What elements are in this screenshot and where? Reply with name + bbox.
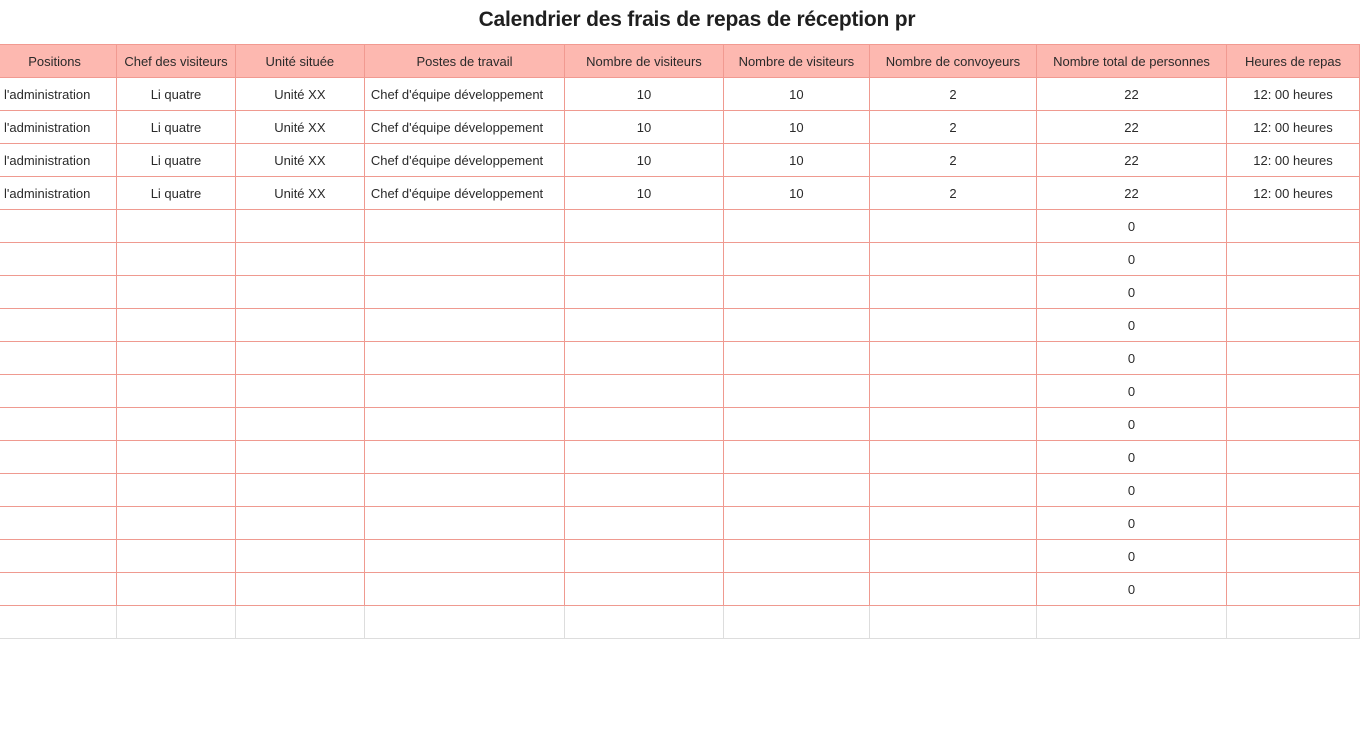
table-cell[interactable]: 10 xyxy=(565,111,724,144)
table-cell[interactable] xyxy=(0,210,117,243)
empty-cell[interactable] xyxy=(117,606,236,639)
table-cell[interactable]: l'administration xyxy=(0,78,117,111)
empty-cell[interactable] xyxy=(235,606,364,639)
table-cell[interactable]: Li quatre xyxy=(117,78,236,111)
table-cell[interactable] xyxy=(869,342,1036,375)
table-cell[interactable]: l'administration xyxy=(0,177,117,210)
table-cell[interactable] xyxy=(869,309,1036,342)
header-nombre-de-convoyeurs[interactable]: Nombre de convoyeurs xyxy=(869,45,1036,78)
table-cell[interactable] xyxy=(869,507,1036,540)
empty-row xyxy=(0,606,1360,639)
table-cell[interactable]: Unité XX xyxy=(235,78,364,111)
header-nombre-total-de-personnes[interactable]: Nombre total de personnes xyxy=(1037,45,1227,78)
table-cell[interactable] xyxy=(364,474,564,507)
table-cell[interactable] xyxy=(869,243,1036,276)
table-cell[interactable] xyxy=(723,309,869,342)
table-row xyxy=(0,111,1360,144)
table-cell[interactable] xyxy=(565,408,724,441)
table-cell[interactable] xyxy=(117,540,236,573)
table-cell[interactable] xyxy=(869,540,1036,573)
table-cell[interactable] xyxy=(117,375,236,408)
table-cell[interactable]: 10 xyxy=(723,111,869,144)
table-cell[interactable] xyxy=(723,507,869,540)
table-cell[interactable] xyxy=(565,507,724,540)
table-cell[interactable] xyxy=(0,243,117,276)
table-row xyxy=(0,474,1360,507)
table-cell[interactable] xyxy=(723,342,869,375)
table-cell[interactable] xyxy=(0,507,117,540)
table-cell[interactable]: Li quatre xyxy=(117,111,236,144)
table-cell[interactable] xyxy=(1227,375,1360,408)
table-cell[interactable] xyxy=(0,474,117,507)
empty-cell[interactable] xyxy=(1227,606,1360,639)
table-cell[interactable]: 0 xyxy=(1037,243,1227,276)
table-cell[interactable] xyxy=(565,243,724,276)
table-cell[interactable]: 0 xyxy=(1037,210,1227,243)
header-row xyxy=(0,45,1360,78)
table-row xyxy=(0,309,1360,342)
table-cell[interactable] xyxy=(364,210,564,243)
table-cell[interactable] xyxy=(235,309,364,342)
table-cell[interactable] xyxy=(723,276,869,309)
table-cell[interactable] xyxy=(235,540,364,573)
table-cell[interactable]: 0 xyxy=(1037,573,1227,606)
table-cell[interactable]: 10 xyxy=(565,177,724,210)
table-cell[interactable] xyxy=(364,375,564,408)
table-cell[interactable] xyxy=(723,375,869,408)
table-cell[interactable] xyxy=(0,309,117,342)
table-cell[interactable] xyxy=(565,573,724,606)
table-cell[interactable]: 12: 00 heures xyxy=(1227,111,1360,144)
table-cell[interactable]: 0 xyxy=(1037,507,1227,540)
table-cell[interactable]: Unité XX xyxy=(235,177,364,210)
table-cell[interactable] xyxy=(117,342,236,375)
table-cell[interactable] xyxy=(117,408,236,441)
table-cell[interactable] xyxy=(117,441,236,474)
table-cell[interactable]: 0 xyxy=(1037,441,1227,474)
table-cell[interactable] xyxy=(565,342,724,375)
table-cell[interactable] xyxy=(235,243,364,276)
table-cell[interactable]: 0 xyxy=(1037,342,1227,375)
table-row xyxy=(0,507,1360,540)
table-cell[interactable]: l'administration xyxy=(0,144,117,177)
table-row xyxy=(0,144,1360,177)
table-row xyxy=(0,408,1360,441)
table-cell[interactable] xyxy=(869,573,1036,606)
table-cell[interactable] xyxy=(235,210,364,243)
table-cell[interactable] xyxy=(869,276,1036,309)
table-row xyxy=(0,441,1360,474)
table-cell[interactable]: 0 xyxy=(1037,309,1227,342)
table-cell[interactable] xyxy=(565,210,724,243)
empty-cell[interactable] xyxy=(723,606,869,639)
header-nombre-de-visiteurs-2[interactable]: Nombre de visiteurs xyxy=(723,45,869,78)
table-cell[interactable] xyxy=(364,243,564,276)
empty-cell[interactable] xyxy=(0,606,117,639)
table-row xyxy=(0,375,1360,408)
table-cell[interactable] xyxy=(723,210,869,243)
table-cell[interactable] xyxy=(565,474,724,507)
table-cell[interactable] xyxy=(723,243,869,276)
table-cell[interactable] xyxy=(723,540,869,573)
table-cell[interactable] xyxy=(364,342,564,375)
table-body xyxy=(0,78,1360,639)
table-row xyxy=(0,342,1360,375)
table-cell[interactable]: 12: 00 heures xyxy=(1227,144,1360,177)
table-row xyxy=(0,573,1360,606)
table-cell[interactable] xyxy=(235,408,364,441)
table-cell[interactable]: 12: 00 heures xyxy=(1227,78,1360,111)
table-cell[interactable] xyxy=(1227,507,1360,540)
table-cell[interactable]: 10 xyxy=(565,78,724,111)
table-cell[interactable]: 0 xyxy=(1037,474,1227,507)
table-cell[interactable] xyxy=(0,441,117,474)
table-cell[interactable] xyxy=(565,441,724,474)
table-cell[interactable] xyxy=(364,573,564,606)
table-cell[interactable] xyxy=(1227,210,1360,243)
table-row xyxy=(0,276,1360,309)
empty-cell[interactable] xyxy=(565,606,724,639)
table-cell[interactable] xyxy=(235,573,364,606)
table-cell[interactable] xyxy=(364,309,564,342)
table-cell[interactable] xyxy=(565,375,724,408)
table-cell[interactable] xyxy=(869,375,1036,408)
header-nombre-de-visiteurs-1[interactable]: Nombre de visiteurs xyxy=(565,45,724,78)
table-cell[interactable] xyxy=(723,474,869,507)
table-row xyxy=(0,243,1360,276)
header-chef-des-visiteurs[interactable]: Chef des visiteurs xyxy=(117,45,236,78)
empty-cell[interactable] xyxy=(869,606,1036,639)
table-cell[interactable] xyxy=(117,507,236,540)
table-cell[interactable]: Chef d'équipe développement xyxy=(364,111,564,144)
table-row xyxy=(0,78,1360,111)
header-positions[interactable]: Positions xyxy=(0,45,117,78)
table-cell[interactable] xyxy=(1227,540,1360,573)
table-cell[interactable] xyxy=(1227,243,1360,276)
table-cell[interactable]: 2 xyxy=(869,78,1036,111)
table-row xyxy=(0,540,1360,573)
table-cell[interactable]: Li quatre xyxy=(117,177,236,210)
table-cell[interactable]: l'administration xyxy=(0,111,117,144)
table-cell[interactable] xyxy=(723,573,869,606)
table-cell[interactable] xyxy=(117,474,236,507)
table-cell[interactable] xyxy=(235,507,364,540)
table-cell[interactable] xyxy=(364,507,564,540)
table-cell[interactable] xyxy=(869,408,1036,441)
empty-cell[interactable] xyxy=(364,606,564,639)
table-cell[interactable]: Chef d'équipe développement xyxy=(364,177,564,210)
table-cell[interactable] xyxy=(0,573,117,606)
header-postes-de-travail[interactable]: Postes de travail xyxy=(364,45,564,78)
table-cell[interactable] xyxy=(117,276,236,309)
table-cell[interactable]: 10 xyxy=(723,144,869,177)
table-cell[interactable]: 0 xyxy=(1037,375,1227,408)
table-cell[interactable] xyxy=(0,408,117,441)
table-cell[interactable]: 22 xyxy=(1037,111,1227,144)
table-cell[interactable]: Li quatre xyxy=(117,144,236,177)
table-cell[interactable]: Unité XX xyxy=(235,144,364,177)
table-cell[interactable]: 2 xyxy=(869,111,1036,144)
empty-cell[interactable] xyxy=(1037,606,1227,639)
table-cell[interactable] xyxy=(364,276,564,309)
table-cell[interactable]: 0 xyxy=(1037,408,1227,441)
table-row xyxy=(0,177,1360,210)
table-cell[interactable] xyxy=(565,309,724,342)
table-cell[interactable] xyxy=(869,474,1036,507)
table-cell[interactable] xyxy=(723,408,869,441)
table-cell[interactable] xyxy=(117,573,236,606)
table-cell[interactable] xyxy=(0,342,117,375)
table-cell[interactable]: 2 xyxy=(869,144,1036,177)
table-cell[interactable]: 12: 00 heures xyxy=(1227,177,1360,210)
table-cell[interactable] xyxy=(364,540,564,573)
table-cell[interactable]: Chef d'équipe développement xyxy=(364,78,564,111)
table-cell[interactable] xyxy=(565,276,724,309)
table-cell[interactable] xyxy=(565,540,724,573)
table-cell[interactable] xyxy=(1227,276,1360,309)
table-cell[interactable] xyxy=(117,243,236,276)
table-cell[interactable] xyxy=(364,441,564,474)
table-cell[interactable] xyxy=(1227,573,1360,606)
table-cell[interactable] xyxy=(0,276,117,309)
sheet-title: Calendrier des frais de repas de réception pr xyxy=(478,8,916,31)
table-cell[interactable] xyxy=(1227,309,1360,342)
table-cell[interactable] xyxy=(235,276,364,309)
table-cell[interactable] xyxy=(235,441,364,474)
table-cell[interactable] xyxy=(235,375,364,408)
table-cell[interactable]: 10 xyxy=(565,144,724,177)
table-cell[interactable] xyxy=(0,375,117,408)
header-unite-situee[interactable]: Unité située xyxy=(235,45,364,78)
table-cell[interactable] xyxy=(235,474,364,507)
table-cell[interactable]: 2 xyxy=(869,177,1036,210)
meal-cost-table xyxy=(0,44,1360,639)
table-cell[interactable]: Chef d'équipe développement xyxy=(364,144,564,177)
table-row xyxy=(0,210,1360,243)
spreadsheet-grid xyxy=(0,44,1368,639)
table-cell[interactable]: 0 xyxy=(1037,540,1227,573)
table-cell[interactable]: 22 xyxy=(1037,144,1227,177)
table-cell[interactable] xyxy=(117,210,236,243)
table-cell[interactable] xyxy=(1227,408,1360,441)
table-cell[interactable] xyxy=(364,408,564,441)
table-cell[interactable] xyxy=(0,540,117,573)
table-cell[interactable] xyxy=(1227,474,1360,507)
table-cell[interactable] xyxy=(869,441,1036,474)
table-cell[interactable]: Unité XX xyxy=(235,111,364,144)
table-cell[interactable]: 22 xyxy=(1037,78,1227,111)
table-cell[interactable] xyxy=(723,441,869,474)
table-cell[interactable]: 22 xyxy=(1037,177,1227,210)
table-cell[interactable]: 0 xyxy=(1037,276,1227,309)
table-cell[interactable] xyxy=(1227,441,1360,474)
table-cell[interactable] xyxy=(117,309,236,342)
table-cell[interactable]: 10 xyxy=(723,78,869,111)
table-cell[interactable] xyxy=(869,210,1036,243)
table-cell[interactable] xyxy=(235,342,364,375)
table-cell[interactable]: 10 xyxy=(723,177,869,210)
table-cell[interactable] xyxy=(1227,342,1360,375)
header-heures-de-repas[interactable]: Heures de repas xyxy=(1227,45,1360,78)
